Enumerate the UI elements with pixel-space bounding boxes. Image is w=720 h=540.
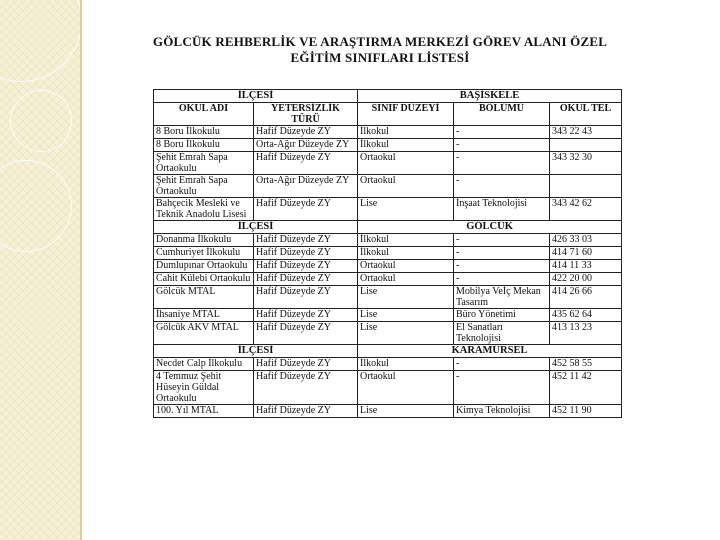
table-header-row — [154, 103, 622, 126]
school-tel-cell — [550, 175, 622, 198]
table-row — [154, 198, 622, 221]
disability-type-cell: Hafif Düzeyde ZY — [254, 286, 358, 309]
class-level-cell: İlkokul — [358, 126, 454, 139]
class-level-cell: Ortaokul — [358, 371, 454, 405]
class-level-cell: Lise — [358, 322, 454, 345]
class-level-cell: İlkokul — [358, 139, 454, 152]
school-tel-cell: 343 42 62 — [550, 198, 622, 221]
school-tel-cell: 343 32 30 — [550, 152, 622, 175]
school-name-cell: 4 Temmuz Şehit Hüseyin Güldal Ortaokulu — [154, 371, 254, 405]
school-name-cell: 100. Yıl MTAL — [154, 405, 254, 418]
district-row — [154, 221, 622, 234]
district-row — [154, 345, 622, 358]
table-body — [154, 90, 622, 418]
school-tel-cell: 426 33 03 — [550, 234, 622, 247]
department-cell: - — [454, 371, 550, 405]
school-name-cell: Şehit Emrah Sapa Ortaokulu — [154, 175, 254, 198]
table-row — [154, 260, 622, 273]
school-tel-cell: 414 11 33 — [550, 260, 622, 273]
department-cell: - — [454, 358, 550, 371]
school-name-cell: 8 Boru İlkokulu — [154, 139, 254, 152]
disability-type-cell: Hafif Düzeyde ZY — [254, 371, 358, 405]
class-level-cell: Ortaokul — [358, 152, 454, 175]
class-level-cell: İlkokul — [358, 247, 454, 260]
department-cell: Büro Yönetimi — [454, 309, 550, 322]
school-tel-cell: 413 13 23 — [550, 322, 622, 345]
district-label: İLÇESİ — [154, 90, 358, 103]
side-divider — [80, 0, 82, 540]
district-label: İLÇESİ — [154, 221, 358, 234]
decorative-side-band — [0, 0, 80, 540]
class-level-cell: Lise — [358, 286, 454, 309]
department-cell: İnşaat Teknolojisi — [454, 198, 550, 221]
table-row — [154, 139, 622, 152]
school-name-cell: Gölcük AKV MTAL — [154, 322, 254, 345]
table-row — [154, 322, 622, 345]
district-name: GÖLCÜK — [358, 221, 622, 234]
header-yetersizlik-turu: YETERSİZLİK TÜRÜ — [254, 103, 358, 126]
decorative-ring — [10, 90, 72, 152]
department-cell: - — [454, 273, 550, 286]
table-row — [154, 273, 622, 286]
class-level-cell: Lise — [358, 309, 454, 322]
department-cell: - — [454, 247, 550, 260]
school-tel-cell: 343 22 43 — [550, 126, 622, 139]
school-name-cell: Donanma İlkokulu — [154, 234, 254, 247]
disability-type-cell: Hafif Düzeyde ZY — [254, 273, 358, 286]
disability-type-cell: Orta-Ağır Düzeyde ZY — [254, 139, 358, 152]
disability-type-cell: Hafif Düzeyde ZY — [254, 198, 358, 221]
table-row — [154, 358, 622, 371]
table-row — [154, 126, 622, 139]
table-row — [154, 234, 622, 247]
school-name-cell: Gölcük MTAL — [154, 286, 254, 309]
table-row — [154, 175, 622, 198]
title-line-2: EĞİTİM SINIFLARI LİSTESİ — [290, 50, 470, 65]
district-label: İLÇESİ — [154, 345, 358, 358]
disability-type-cell: Hafif Düzeyde ZY — [254, 309, 358, 322]
table-row — [154, 405, 622, 418]
header-okul-adi: OKUL ADI — [154, 103, 254, 126]
class-level-cell: Lise — [358, 405, 454, 418]
school-list-table — [153, 89, 622, 418]
table-row — [154, 286, 622, 309]
department-cell: - — [454, 152, 550, 175]
school-name-cell: Bahçecik Mesleki ve Teknik Anadolu Lisesi — [154, 198, 254, 221]
disability-type-cell: Hafif Düzeyde ZY — [254, 247, 358, 260]
disability-type-cell: Hafif Düzeyde ZY — [254, 234, 358, 247]
school-tel-cell: 414 71 60 — [550, 247, 622, 260]
school-tel-cell: 452 11 90 — [550, 405, 622, 418]
table-row — [154, 309, 622, 322]
class-level-cell: Ortaokul — [358, 260, 454, 273]
class-level-cell: Ortaokul — [358, 273, 454, 286]
district-row — [154, 90, 622, 103]
school-tel-cell: 422 20 00 — [550, 273, 622, 286]
district-name: KARAMÜRSEL — [358, 345, 622, 358]
disability-type-cell: Hafif Düzeyde ZY — [254, 405, 358, 418]
header-sinif-duzeyi: SINIF DÜZEYİ — [358, 103, 454, 126]
disability-type-cell: Hafif Düzeyde ZY — [254, 152, 358, 175]
page-title — [130, 34, 630, 66]
school-name-cell: 8 Boru İlkokulu — [154, 126, 254, 139]
department-cell: - — [454, 139, 550, 152]
decorative-ring — [0, 160, 72, 252]
school-name-cell: Cumhuriyet İlkokulu — [154, 247, 254, 260]
class-level-cell: İlkokul — [358, 358, 454, 371]
school-name-cell: İhsaniye MTAL — [154, 309, 254, 322]
district-name: BAŞİSKELE — [358, 90, 622, 103]
school-name-cell: Şehit Emrah Sapa Ortaokulu — [154, 152, 254, 175]
school-tel-cell: 414 26 66 — [550, 286, 622, 309]
department-cell: Kimya Teknolojisi — [454, 405, 550, 418]
header-okul-tel: OKUL TEL — [550, 103, 622, 126]
decorative-ring — [0, 0, 82, 82]
disability-type-cell: Hafif Düzeyde ZY — [254, 322, 358, 345]
department-cell: - — [454, 260, 550, 273]
department-cell: Mobilya Veİç Mekan Tasarım — [454, 286, 550, 309]
school-tel-cell: 452 58 55 — [550, 358, 622, 371]
department-cell: El Sanatları Teknolojisi — [454, 322, 550, 345]
class-level-cell: İlkokul — [358, 234, 454, 247]
header-bolumu: BÖLÜMÜ — [454, 103, 550, 126]
school-name-cell: Dumlupınar Ortaokulu — [154, 260, 254, 273]
school-name-cell: Necdet Calp İlkokulu — [154, 358, 254, 371]
school-name-cell: Cahit Külebi Ortaokulu — [154, 273, 254, 286]
table-row — [154, 247, 622, 260]
school-tel-cell — [550, 139, 622, 152]
class-level-cell: Lise — [358, 198, 454, 221]
class-level-cell: Ortaokul — [358, 175, 454, 198]
school-tel-cell: 452 11 42 — [550, 371, 622, 405]
department-cell: - — [454, 234, 550, 247]
disability-type-cell: Orta-Ağır Düzeyde ZY — [254, 175, 358, 198]
table-row — [154, 152, 622, 175]
department-cell: - — [454, 126, 550, 139]
school-tel-cell: 435 62 64 — [550, 309, 622, 322]
disability-type-cell: Hafif Düzeyde ZY — [254, 260, 358, 273]
department-cell: - — [454, 175, 550, 198]
disability-type-cell: Hafif Düzeyde ZY — [254, 126, 358, 139]
table-row — [154, 371, 622, 405]
title-line-1: GÖLCÜK REHBERLİK VE ARAŞTIRMA MERKEZİ GÖREV ALANI ÖZEL — [152, 34, 608, 49]
disability-type-cell: Hafif Düzeyde ZY — [254, 358, 358, 371]
